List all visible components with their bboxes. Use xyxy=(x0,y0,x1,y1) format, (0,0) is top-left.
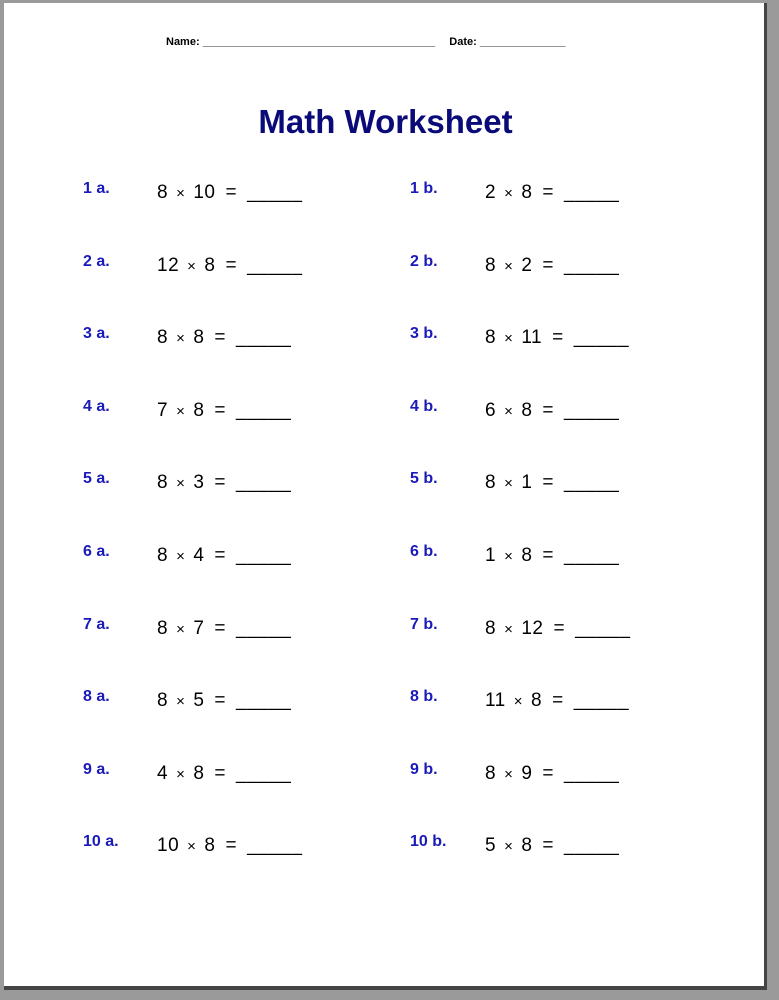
operand-left: 8 xyxy=(157,618,169,639)
operand-right: 8 xyxy=(193,400,205,421)
operand-left: 2 xyxy=(485,182,497,203)
problem-row xyxy=(4,325,767,365)
problem-equation xyxy=(485,400,619,422)
multiply-sign: × xyxy=(176,548,186,565)
equals-sign: = xyxy=(214,690,227,711)
multiply-sign: × xyxy=(176,621,186,638)
multiply-sign: × xyxy=(187,838,197,855)
equals-sign: = xyxy=(542,545,555,566)
header-line xyxy=(166,36,566,48)
answer-blank[interactable]: _____ xyxy=(564,182,620,203)
multiply-sign: × xyxy=(504,838,514,855)
page-title: Math Worksheet xyxy=(258,103,513,140)
problem-label: 8 b. xyxy=(410,688,438,705)
operand-left: 8 xyxy=(157,182,169,203)
equals-sign: = xyxy=(542,400,555,421)
answer-blank[interactable]: _____ xyxy=(564,545,620,566)
problem-equation xyxy=(157,400,291,422)
operand-right: 2 xyxy=(521,255,533,276)
problem-equation xyxy=(157,618,291,640)
problem-label: 7 b. xyxy=(410,616,438,633)
answer-blank[interactable]: _____ xyxy=(236,618,292,639)
problem-equation xyxy=(157,835,302,857)
operand-right: 8 xyxy=(531,690,543,711)
operand-right: 11 xyxy=(521,327,543,348)
operand-left: 1 xyxy=(485,545,497,566)
problem-equation xyxy=(157,545,291,567)
multiply-sign: × xyxy=(176,185,186,202)
operand-right: 7 xyxy=(193,618,205,639)
problem-row xyxy=(4,688,767,728)
operand-left: 8 xyxy=(485,618,497,639)
problem-equation xyxy=(485,690,629,712)
problem-equation xyxy=(157,255,302,277)
multiply-sign: × xyxy=(504,403,514,420)
answer-blank[interactable]: _____ xyxy=(236,327,292,348)
problem-equation xyxy=(485,255,619,277)
multiply-sign: × xyxy=(176,403,186,420)
multiply-sign: × xyxy=(513,693,523,710)
problem-label: 1 b. xyxy=(410,180,438,197)
date-field[interactable]: ______________ xyxy=(479,36,566,48)
operand-left: 8 xyxy=(157,690,169,711)
operand-left: 8 xyxy=(157,472,169,493)
answer-blank[interactable]: _____ xyxy=(564,763,620,784)
worksheet-page xyxy=(4,3,767,990)
answer-blank[interactable]: _____ xyxy=(564,255,620,276)
multiply-sign: × xyxy=(504,185,514,202)
answer-blank[interactable]: _____ xyxy=(564,400,620,421)
operand-right: 8 xyxy=(521,545,533,566)
equals-sign: = xyxy=(542,763,555,784)
operand-left: 6 xyxy=(485,400,497,421)
equals-sign: = xyxy=(214,763,227,784)
multiply-sign: × xyxy=(504,766,514,783)
name-field[interactable]: ______________________________________ xyxy=(202,36,436,48)
multiply-sign: × xyxy=(176,693,186,710)
problem-equation xyxy=(157,472,291,494)
problem-row xyxy=(4,616,767,656)
answer-blank[interactable]: _____ xyxy=(564,835,620,856)
operand-right: 8 xyxy=(193,327,205,348)
problem-label: 3 a. xyxy=(83,325,110,342)
problem-row xyxy=(4,398,767,438)
problem-equation xyxy=(485,472,619,494)
operand-left: 8 xyxy=(157,327,169,348)
operand-right: 8 xyxy=(204,835,216,856)
answer-blank[interactable]: _____ xyxy=(573,690,630,711)
answer-blank[interactable]: _____ xyxy=(236,763,292,784)
answer-blank[interactable]: _____ xyxy=(236,400,292,421)
operand-right: 4 xyxy=(193,545,205,566)
problem-equation xyxy=(485,182,619,204)
problem-label: 10 a. xyxy=(83,833,119,850)
operand-left: 8 xyxy=(485,327,497,348)
answer-blank[interactable]: _____ xyxy=(236,690,292,711)
equals-sign: = xyxy=(542,182,555,203)
operand-left: 10 xyxy=(157,835,180,856)
answer-blank[interactable]: _____ xyxy=(247,182,303,203)
date-label: Date: xyxy=(449,36,477,48)
operand-left: 8 xyxy=(485,255,497,276)
problem-equation xyxy=(485,327,629,349)
problem-label: 5 b. xyxy=(410,470,438,487)
problem-row xyxy=(4,253,767,293)
problem-equation xyxy=(157,690,291,712)
problem-equation xyxy=(485,763,619,785)
operand-left: 11 xyxy=(485,690,506,711)
problem-label: 1 a. xyxy=(83,180,110,197)
operand-right: 8 xyxy=(521,835,533,856)
equals-sign: = xyxy=(225,255,238,276)
operand-right: 10 xyxy=(193,182,216,203)
equals-sign: = xyxy=(553,618,566,639)
problem-label: 2 a. xyxy=(83,253,110,270)
problem-label: 6 b. xyxy=(410,543,438,560)
answer-blank[interactable]: _____ xyxy=(247,835,303,856)
problem-row xyxy=(4,833,767,873)
problem-label: 8 a. xyxy=(83,688,110,705)
operand-left: 7 xyxy=(157,400,169,421)
problem-equation xyxy=(157,327,291,349)
operand-right: 12 xyxy=(521,618,544,639)
operand-right: 8 xyxy=(204,255,216,276)
problem-row xyxy=(4,761,767,801)
operand-right: 8 xyxy=(521,182,533,203)
operand-left: 8 xyxy=(157,545,169,566)
answer-blank[interactable]: _____ xyxy=(573,327,630,348)
operand-right: 8 xyxy=(521,400,533,421)
answer-blank[interactable]: _____ xyxy=(236,545,292,566)
operand-left: 4 xyxy=(157,763,169,784)
equals-sign: = xyxy=(214,400,227,421)
multiply-sign: × xyxy=(187,258,197,275)
problem-label: 9 a. xyxy=(83,761,110,778)
multiply-sign: × xyxy=(176,330,186,347)
problem-label: 4 b. xyxy=(410,398,438,415)
equals-sign: = xyxy=(225,182,238,203)
problem-row xyxy=(4,470,767,510)
answer-blank[interactable]: _____ xyxy=(575,618,631,639)
problem-label: 9 b. xyxy=(410,761,438,778)
equals-sign: = xyxy=(542,835,555,856)
multiply-sign: × xyxy=(504,621,514,638)
problem-equation xyxy=(485,618,630,640)
equals-sign: = xyxy=(552,327,564,348)
problem-row xyxy=(4,543,767,583)
operand-right: 9 xyxy=(521,763,533,784)
multiply-sign: × xyxy=(504,548,514,565)
operand-left: 5 xyxy=(485,835,497,856)
equals-sign: = xyxy=(214,327,227,348)
multiply-sign: × xyxy=(504,330,514,347)
equals-sign: = xyxy=(214,618,227,639)
operand-right: 1 xyxy=(521,472,533,493)
problem-label: 5 a. xyxy=(83,470,110,487)
equals-sign: = xyxy=(542,472,555,493)
operand-left: 12 xyxy=(157,255,180,276)
multiply-sign: × xyxy=(176,766,186,783)
problem-label: 2 b. xyxy=(410,253,438,270)
problem-equation xyxy=(485,545,619,567)
problem-label: 4 a. xyxy=(83,398,110,415)
multiply-sign: × xyxy=(176,475,186,492)
operand-left: 8 xyxy=(485,763,497,784)
equals-sign: = xyxy=(552,690,564,711)
equals-sign: = xyxy=(542,255,555,276)
operand-right: 8 xyxy=(193,763,205,784)
operand-left: 8 xyxy=(485,472,497,493)
name-label: Name: xyxy=(166,36,200,48)
answer-blank[interactable]: _____ xyxy=(564,472,620,493)
equals-sign: = xyxy=(214,545,227,566)
problem-label: 3 b. xyxy=(410,325,438,342)
problem-equation xyxy=(157,182,302,204)
equals-sign: = xyxy=(214,472,227,493)
problem-equation xyxy=(157,763,291,785)
problem-label: 10 b. xyxy=(410,833,447,850)
multiply-sign: × xyxy=(504,475,514,492)
answer-blank[interactable]: _____ xyxy=(247,255,303,276)
multiply-sign: × xyxy=(504,258,514,275)
operand-right: 3 xyxy=(193,472,205,493)
problem-label: 6 a. xyxy=(83,543,110,560)
problem-row xyxy=(4,180,767,220)
answer-blank[interactable]: _____ xyxy=(236,472,292,493)
problem-equation xyxy=(485,835,619,857)
equals-sign: = xyxy=(225,835,238,856)
problem-label: 7 a. xyxy=(83,616,110,633)
operand-right: 5 xyxy=(193,690,205,711)
